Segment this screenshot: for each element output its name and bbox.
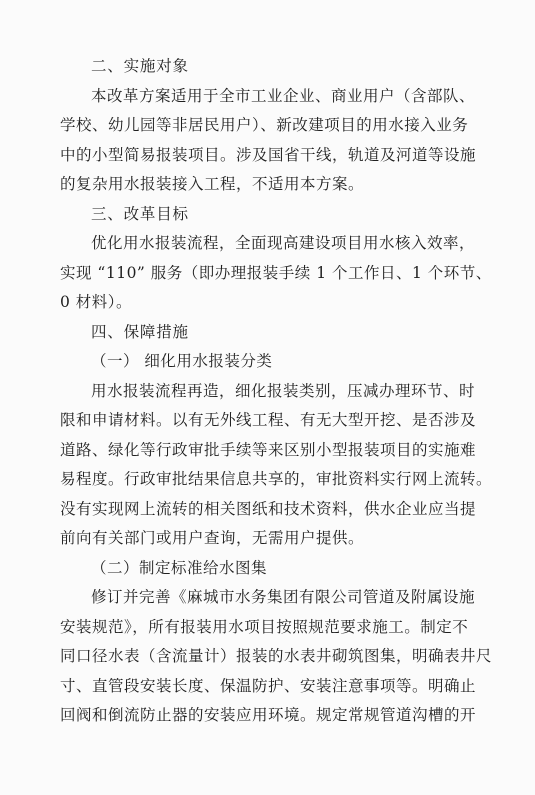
section-heading-reform-goal: 三、改革目标 (91, 204, 189, 223)
section-heading-safeguard-measures: 四、保障措施 (91, 322, 189, 341)
paragraph-line: 中的小型简易报装项目。涉及国省干线，轨道及河道等设施 (60, 145, 477, 164)
subsection-heading-water-supply-atlas: （二）制定标准给水图集 (91, 558, 268, 577)
paragraph-line: 0 材料）。 (60, 293, 133, 311)
paragraph-line: 同口径水表（含流量计）报装的水表井砌筑图集，明确表井尺 (60, 647, 493, 665)
section-heading-implementation-scope: 二、实施对象 (91, 57, 189, 75)
paragraph-line: 学校、幼儿园等非居民用户）、新改建项目的用水接入业务 (60, 116, 469, 134)
paragraph-line: 道路、绿化等行政审批手续等来区别小型报装项目的实施难 (60, 440, 477, 459)
paragraph-line: 优化用水报装流程，全面现高建设项目用水核入效率， (91, 234, 476, 252)
subsection-heading-refine-classification: （一） 细化用水报装分类 (91, 352, 273, 370)
paragraph-line: 本改革方案适用于全市工业企业、商业用户（含部队、 (91, 86, 476, 105)
document-body (60, 52, 500, 731)
paragraph-line: 寸、直管段安装长度、保温防护、安装注意事项等。明确止 (60, 676, 477, 695)
paragraph-line: 没有实现网上流转的相关图纸和技术资料，供水企业应当提 (60, 499, 477, 518)
paragraph-line: 限和申请材料。以有无外线工程、有无大型开挖、是否涉及 (60, 411, 477, 429)
paragraph-line: 的复杂用水报装接入工程，不适用本方案。 (60, 175, 365, 193)
paragraph-line: 回阀和倒流防止器的安装应用环境。规定常规管道沟槽的开 (60, 706, 477, 724)
paragraph-line: 修订并完善《麻城市水务集团有限公司管道及附属设施 (91, 588, 476, 606)
paragraph-line: 安装规范》，所有报装用水项目按照规范要求施工。制定不 (60, 617, 469, 636)
paragraph-line: 实现 “110” 服务（即办理报装手续 1 个工作日、1 个环节、 (60, 263, 492, 282)
paragraph-line: 用水报装流程再造，细化报装类别，压减办理环节、时 (91, 381, 476, 400)
paragraph-line: 易程度。行政审批结果信息共享的，审批资料实行网上流转。 (60, 470, 493, 488)
paragraph-line: 前向有关部门或用户查询，无需用户提供。 (60, 529, 365, 547)
